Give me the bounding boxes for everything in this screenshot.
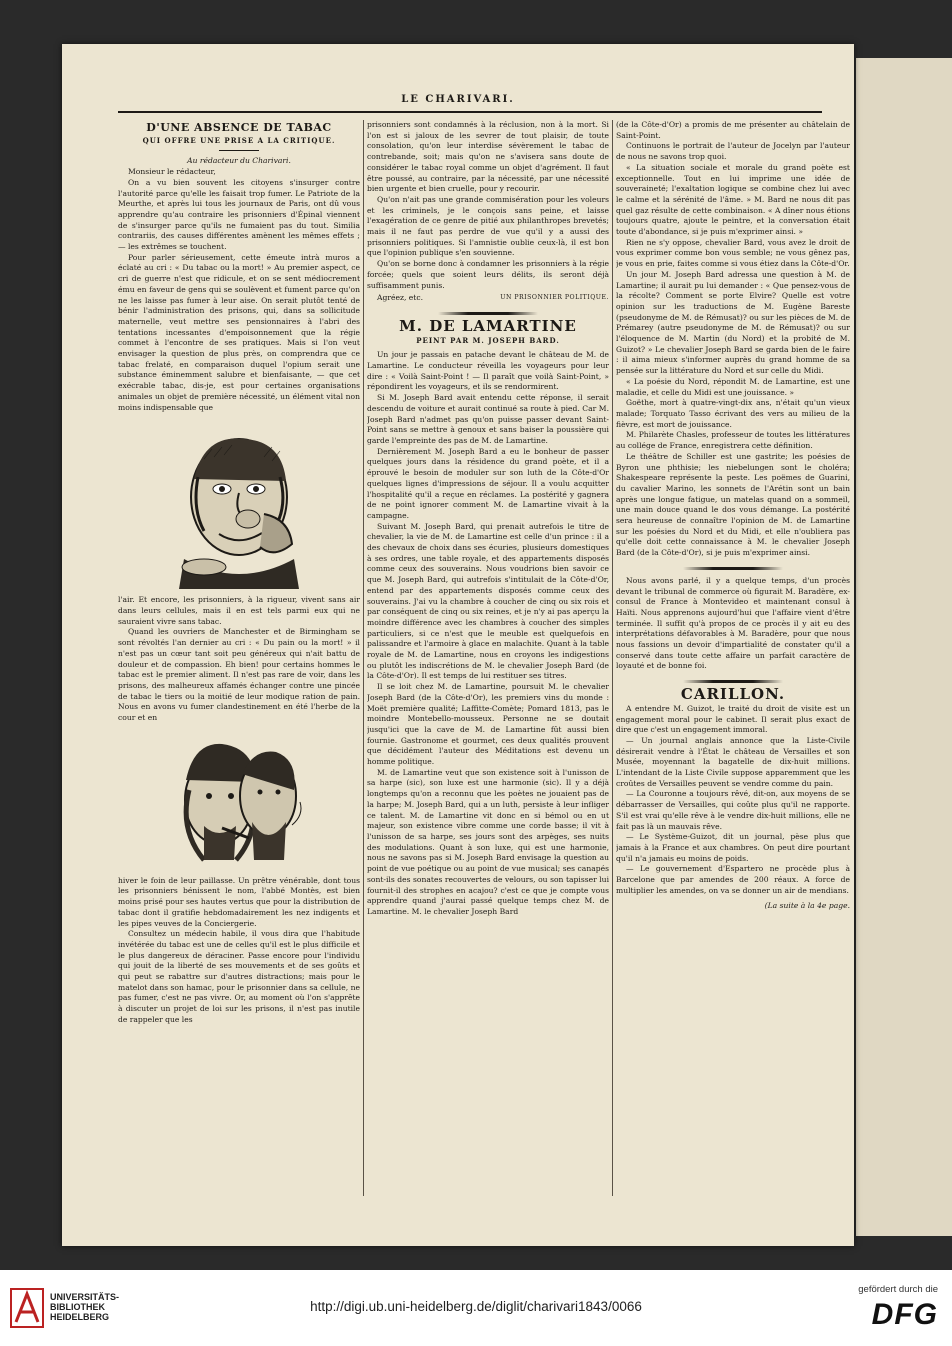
paragraph: prisonniers sont condamnés à la réclusion, non à la mort. Si l'on est si jaloux de les sevrer de tout plaisir, de toute consolation, qu'on leur interdise sévèrement le tabac de contrebande, soit; mais qu'on ne s'avisera sans doute de considérer le tabac royal comme un objet d'agrément. Il faut être poussé, au contraire, par la nécessité, par une nécessité bien urgente et bien cruelle, pour y recourir. <box>367 120 609 194</box>
paragraph: Pour parler sérieusement, cette émeute intrà muros a éclaté au cri : « Du tabac ou la mort! » Au premier aspect, ce cri de guerre n'est que ridicule, et on se sent médiocrement ému en faveur de gens qui se soulèvent et fument parce qu'on ne les laisse pas fumer à leur aise. On serait plutôt tenté de bénir l'administration des prisons, qui, dans sa sollicitude maternelle, veut mettre ses pensionnaires à l'abri des tentations incessantes d'empoisonnement que la régie commet à l'encontre de ses pratiques. Mais si l'on veut envisager la question de plus près, on comprendra que ce tabac frelaté, en comparaison duquel l'opium serait une substance éminemment salubre et bienfaisante, — que cet exécrable tabac, dis-je, est pour certaines organisations animales un objet de première nécessité, un élément vital non moins indispensable que <box>118 252 360 412</box>
closing-text: Agréez, etc. <box>377 293 424 303</box>
adjacent-page-edge <box>856 58 952 1236</box>
paragraph: — Le gouvernement d'Espartero ne procède plus à Barcelone que par amendes de 200 réaux. A force de multiplier les amendes, on va se donner un air de mendians. <box>616 864 850 895</box>
paragraph: On a vu bien souvent les citoyens s'insurger contre l'autorité parce qu'elle les faisait trop fumer. Le Patriote de la Meurthe, et après lui tous les journaux de Paris, ont dû vous apprendre qu'au contraire les prisonniers d'Épinal viennent de s'insurger parce qu'ils ne fumaient pas du tout. Similia contrariis, des causes différentes amènent les mêmes effets ; — les extrêmes se touchent. <box>118 177 360 252</box>
paragraph: Dernièrement M. Joseph Bard a eu le bonheur de passer quelques jours dans la résidence du grand poète, et il a éprouvé le besoin de moduler sur son luth de la Côte-d'Or quelques lignes d'impressions de séjour. Il a voulu acquitter l'hospitalité qu'il a reçue en réclames. La postérité y gagnera de ne point ignorer comment M. de Lamartine vivait à la campagne. <box>367 446 609 520</box>
article-subtitle: PEINT PAR M. JOSEPH BARD. <box>416 335 560 345</box>
signoff <box>367 293 609 304</box>
paragraph: M. Philarète Chasles, professeur de toutes les littératures au collége de France, enregistrera cette définition. <box>616 430 850 451</box>
paragraph: hiver le foin de leur paillasse. Un prêtre vénérable, dont tous les prisonniers bénissent le nom, l'abbé Montès, est bien moins prisé pour ses hautes vertus que pour la distribution de tabac dont il gratifie hebdomadairement les nez indigents et les pipes veuves de la Conciergerie. <box>118 875 360 928</box>
dfg-logo[interactable]: DFG <box>871 1298 938 1331</box>
paragraph: (de la Côte-d'Or) a promis de me présenter au châtelain de Saint-Point. <box>616 120 850 140</box>
paragraph: Consultez un médecin habile, il vous dira que l'habitude invétérée du tabac est une de celles qu'il est le plus difficile et le plus dangereux de déraciner. Passe encore pour l'individu qui jouit de la liberté de ses mouvements et de ses goûts et qui peut se rabattre sur d'autres distractions; mais pour le matelot dans son hamac, pour le prisonnier dans sa cellule, ne pas fumer, c'est ne pas vivre. Or, au moment où l'on s'apprête à discuter un projet de loi sur les prisons, il n'est pas inutile de rappeler que les <box>118 929 360 1024</box>
viewer-footer <box>0 1270 952 1346</box>
paragraph: Qu'on se borne donc à condamner les prisonniers à la régie forcée; quels que soient leurs délits, ils seront déjà suffisamment punis. <box>367 259 609 290</box>
page-url-link[interactable]: http://digi.ub.uni-heidelberg.de/diglit/charivari1843/0066 <box>310 1299 642 1314</box>
paragraph: Monsieur le rédacteur, <box>128 167 216 177</box>
newspaper-page <box>62 44 854 1246</box>
column-rule <box>612 120 613 1196</box>
paragraph: « La poésie du Nord, répondit M. de Lamartine, est une maladie, et celle du Midi est une jouissance. » <box>616 376 850 397</box>
paragraph: — La Couronne a toujours rêvé, dit-on, aux moyens de se débarrasser de Versailles, qui coûte plus qu'il ne rapporte. S'il est vrai qu'elle rêve à le vendre dix-huit millions, elle ne fait pas là un mauvais rêve. <box>616 789 850 831</box>
section-title: CARILLON. <box>680 685 786 704</box>
library-name-line: UNIVERSITÄTS- <box>50 1292 120 1302</box>
funding-note: gefördert durch die <box>858 1284 938 1295</box>
divider <box>219 150 259 151</box>
paragraph: Un jour M. Joseph Bard adressa une question à M. de Lamartine; il aurait pu lui demander : « Que pensez-vous de la récolte? Comment se porte Elvire? Quelle est votre opinion sur les traductions de M. Eugène Bareste (pseudonyme de M. de Rémusat)? ou sur les pièces de M. de Prémarey (autre pseudonyme de M. de Rémusat)? ou sur l'éloquence de M. Martin (du Nord) et la probité de M. Guizot? » Le chevalier Joseph Bard se garda bien de le faire : il aima mieux s'informer auprès du grand homme de sa pensée sur la littérature du Nord et sur celle du Midi. <box>616 269 850 376</box>
library-name-line: BIBLIOTHEK <box>50 1302 105 1312</box>
signature: UN PRISONNIER POLITIQUE. <box>500 294 609 302</box>
library-name-line: HEIDELBERG <box>50 1312 110 1322</box>
paragraph: A entendre M. Guizot, le traité du droit de visite est un engagement moral pour le cabinet. Il serait plus exact de dire que c'est un engagement immoral. <box>616 703 850 735</box>
caricature-smoker-illustration <box>164 419 314 589</box>
paragraph: Nous avons parlé, il y a quelque temps, d'un procès devant le tribunal de commerce où figurait M. Baradère, ex-consul de France à Montevideo et maintenant consul à Haïti. Nous apprenons aujourd'hui que l'affaire vient d'être terminée. Il suffit qu'à propos de ce procès il y ait eu des interprétations défavorables à M. Baradère, pour que nous nous fassions un devoir d'impartialité de constater qu'il a conservé dans toute cette affaire un parfait caractère de loyauté et de bonne foi. <box>616 575 850 671</box>
paragraph: l'air. Et encore, les prisonniers, à la rigueur, vivent sans air dans leurs cellules, mais il en est tels parmi eux qui ne sauraient vivre sans tabac. <box>118 595 360 626</box>
paragraph: Continuons le portrait de l'auteur de Jocelyn par l'auteur de nous ne savons trop quoi. <box>616 141 850 162</box>
column-2 <box>367 120 609 1200</box>
column-rule <box>363 120 364 1196</box>
article-title: M. DE LAMARTINE <box>399 316 577 335</box>
paragraph: — Le Système-Guizot, dit un journal, pèse plus que jamais à la France et aux chambres. On peut dire pourtant qu'il n'a jamais eu moins de poids. <box>616 832 850 863</box>
divider <box>683 567 783 570</box>
article-title: D'UNE ABSENCE DE TABAC <box>146 121 332 134</box>
masthead-rule <box>118 111 822 113</box>
continued-note: (La suite à la 4e page. <box>764 900 850 910</box>
article-subtitle: QUI OFFRE UNE PRISE A LA CRITIQUE. <box>142 135 336 145</box>
paragraph: Quand les ouvriers de Manchester et de Birmingham se sont révoltés l'an dernier au cri : « Du pain ou la mort! » il n'est pas un cœur tant soit peu généreux qui n'ait battu de douleur et de compassion. Eh bien! pour certains hommes le tabac est le premier aliment. Il n'est pas rare de voir, dans les prisons, des malheureux affamés échanger contre une pincée de tabac le tiers ou la moitié de leur modique ration de pain. Nous en avons vu fumer clandestinement en été l'herbe de la cour et en <box>118 627 360 723</box>
divider <box>683 680 783 683</box>
paragraph: Si M. Joseph Bard avait entendu cette réponse, il serait descendu de voiture et aurait continué sa route à pied. Car M. Joseph Bard n'admet pas qu'on puisse passer devant Saint-Point sans se mettre à genoux et sans baiser la poussière qui garde l'empreinte des pas de M. de Lamartine. <box>367 393 609 445</box>
paragraph: Suivant M. Joseph Bard, qui prenait autrefois le titre de chevalier, la vie de M. de Lamartine est celle d'un prince : il a des chevaux de choix dans ses écuries, plusieurs domestiques à ses ordres, une table royale, et des appartements disposés comme ceux des souverains. Nous voudrions bien savoir ce que M. Joseph Bard, qui autrefois s'intitulait de la Côte-d'Or, entend par des appartements disposés comme ceux des souverains. J'ai vu la chambre à coucher de cinq ou six rois et par conséquent de cinq ou six reines, et je n'y ai pas aperçu la moindre différence avec les chambres à coucher des simples particuliers, si ce n'est que le meuble est quelquefois en palissandre et l'armoire à glace en malachite. Quant à la table royale de M. de Lamartine, nous en croyons les indigestions ou plutôt les indiscrétions de M. le chevalier Joseph Bard (de la Côte-d'Or). Il est temps de lui restituer ses titres. <box>367 521 609 681</box>
column-1 <box>118 120 360 1200</box>
column-3 <box>616 120 850 1200</box>
paragraph: Il se loit chez M. de Lamartine, poursuit M. le chevalier Joseph Bard (de la Côte-d'Or), les premiers vins du monde : Moët première qualité; Laffitte-Comète; Pomard 1813, pas le moindre Montebello-mousseux. Personne ne se doutait jusqu'ici que la cave de M. de Lamartine fût aussi bien fournie. Gastronome et gourmet, ces deux qualités prouvent que décidément l'auteur des Méditations est devenu un homme politique. <box>367 682 609 767</box>
paragraph: Rien ne s'y oppose, chevalier Bard, vous avez le droit de vous exprimer comme bon vous semble; ne vous gênez pas, je vous en prie, faites comme si vous étiez dans la Côte-d'Or. <box>616 237 850 269</box>
paragraph: M. de Lamartine veut que son existence soit à l'unisson de sa harpe (sic), son luxe est une harmonie (sic). Il y a déjà longtemps qu'on a reconnu que les poètes ne jouaient pas de la harpe; M. Joseph Bard, qui a un luth, persiste à leur infliger ce talent. M. de Lamartine vit donc en si bémol ou en ut majeur, son existence vibre comme une corde basse; il vit à l'unisson de sa harpe, ses jours sont des arpèges, ses nuits des modulations. Quant à son luxe, qui est une harmonie, nous ne savons pas si M. Joseph Bard envisage la question au point de vue poétique ou au point de vue musical; ses canapés sont-ils des sonates recouvertes de velours, ou son tapisser lui fournit-il des strophes en acajou? c'est ce que je compte vous apprendre quand j'aurai passé quelque temps chez M. de Lamartine. M. le chevalier Joseph Bard <box>367 767 609 916</box>
salutation: Au rédacteur du Charivari. <box>187 156 291 166</box>
paragraph: — Un journal anglais annonce que la Liste-Civile désirerait vendre à l'État le château de Versailles et son Musée, moyennant la bagatelle de dix-huit millions. L'intendant de la Liste Civile suppose apparemment que les croûtes de Versailles peuvent se vendre comme du pain. <box>616 735 850 788</box>
caricature-prisoners-illustration <box>164 730 314 870</box>
masthead: LE CHARIVARI. <box>401 94 515 105</box>
paragraph: Le théâtre de Schiller est une gastrite; les poésies de Byron une phthisie; les niebelungen sont le choléra; Shakespeare représente la peste. Les poëmes de Guarini, du cavalier Marino, les sonnets de l'Arétin sont un bain après une longue fatigue, un matelas quand on a sommeil, une main douce quand le dos vous démange. La postérité sera heureuse de connaître l'opinion de M. de Lamartine sur les poésies du Nord et du Midi, et elle n'oubliera pas qu'elle doit cette connaissance à M. le chevalier Joseph Bard (de la Côte-d'Or), si je puis m'exprimer ainsi. <box>616 451 850 558</box>
paragraph: Qu'on n'ait pas une grande commisération pour les voleurs et les criminels, je le conçois sans peine, et laisse l'exagération de ce genre de pitié aux philanthropes brevetés; mais il ne faut pas perdre de vue qu'il y a aussi des prisonniers politiques. Si l'amnistie oublie ceux-là, il est bon que l'opinion publique s'en souvienne. <box>367 194 609 258</box>
divider <box>438 312 538 315</box>
paragraph: Un jour je passais en patache devant le château de M. de Lamartine. Le conducteur réveilla les voyageurs pour leur dire : « Voilà Saint-Point ! — Il paraît que voilà Saint-Point, » répondirent les voyageurs, et ils se rendormirent. <box>367 350 609 392</box>
paragraph: « La situation sociale et morale du grand poète est exceptionnelle. Tout en lui imprime une idée de souveraineté; l'exaltation logique se combine chez lui avec le calme et la sérénité de l'âme. » M. Bard ne nous dit pas quel gaz résulte de cette combinaison. « A dîner nous étions toujours quatre, ajoute le peintre, et la conversation était toute d'abondance, si je puis m'exprimer ainsi. » <box>616 162 850 237</box>
paragraph: Goëthe, mort à quatre-vingt-dix ans, n'était qu'un vieux malade; Torquato Tasso écrivant des vers au milieu de la fièvre, est mort de jouissance. <box>616 398 850 429</box>
